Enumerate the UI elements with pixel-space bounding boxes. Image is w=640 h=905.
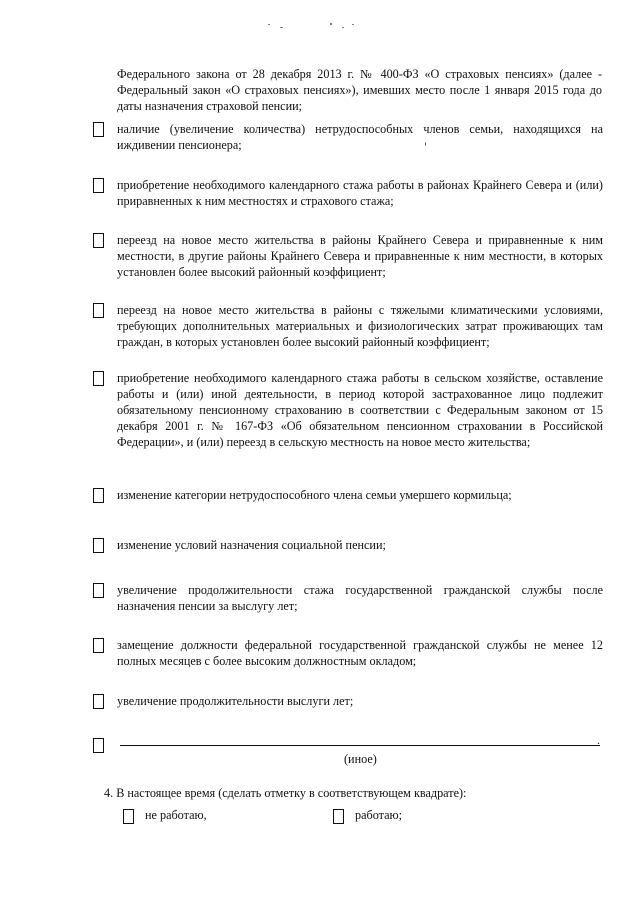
option-label: увеличение продолжительности выслуги лет;	[117, 694, 354, 708]
checkbox[interactable]	[93, 738, 104, 753]
option-label: работаю;	[355, 808, 403, 822]
checkbox[interactable]	[333, 809, 344, 824]
other-caption: (иное)	[344, 752, 377, 766]
scan-speck	[352, 24, 354, 25]
checkbox[interactable]	[93, 488, 104, 503]
option-label: приобретение необходимого календарного стажа работы в районах Крайнего Севера и (или) приравненных к ним местностях и страхового стажа;	[117, 178, 603, 208]
option-label: изменение категории нетрудоспособного члена семьи умершего кормильца;	[117, 488, 512, 502]
option-label: переезд на новое место жительства в районы Крайнего Севера и приравненные к ним местности, в другие районы Крайнего Севера и приравненные к ним местности, в которых установлен более высокий районный коэффициент;	[117, 233, 603, 279]
option-label: приобретение необходимого календарного стажа работы в сельском хозяйстве, оставление работы и (или) иной деятельности, в период которой застрахованное лицо подлежит обязательному пенсионному страхованию в соответствии с Федеральным законом от 15 декабря 2001 г. № 167-ФЗ «Об обязательном пенсионном страховании в Российской Федерации», и (или) переезд в сельскую местность на новое место жительства;	[117, 371, 603, 449]
intro-paragraph: Федерального закона от 28 декабря 2013 г. № 400-ФЗ «О страховых пенсиях» (далее - Федеральный закон «О страховых пенсиях»), имевших место после 1 января 2015 года до даты назначения страховой пенсии;	[117, 67, 602, 113]
option-label: изменение условий назначения социальной пенсии;	[117, 538, 386, 552]
checkbox[interactable]	[93, 178, 104, 193]
option-label: замещение должности федеральной государственной гражданской службы не менее 12 полных месяцев с более высоким должностным окладом;	[117, 638, 603, 668]
checkbox[interactable]	[93, 694, 104, 709]
other-fill-line[interactable]	[120, 745, 600, 746]
checkbox[interactable]	[123, 809, 134, 824]
option-label: переезд на новое место жительства в районы с тяжелыми климатическими условиями, требующих дополнительных материальных и физиологических затрат проживающих там граждан, в которых установлен более высокий районный коэффициент;	[117, 303, 603, 349]
checkbox[interactable]	[93, 122, 104, 137]
checkbox[interactable]	[93, 233, 104, 248]
scan-speck	[342, 27, 344, 28]
section4-title: 4. В настоящее время (сделать отметку в соответствующем квадрате):	[104, 786, 467, 800]
scan-speck	[330, 23, 332, 25]
option-label: наличие (увеличение количества) нетрудоспособных членов семьи, находящихся на иждивении пенсионера;	[117, 122, 603, 152]
scan-speck	[280, 27, 283, 28]
checkbox[interactable]	[93, 371, 104, 386]
option-label: увеличение продолжительности стажа государственной гражданской службы после назначения пенсии за выслугу лет;	[117, 583, 603, 613]
checkbox[interactable]	[93, 583, 104, 598]
option-label: не работаю,	[145, 808, 207, 822]
other-end-mark: .	[597, 733, 600, 747]
checkbox[interactable]	[93, 538, 104, 553]
checkbox[interactable]	[93, 303, 104, 318]
checkbox[interactable]	[93, 638, 104, 653]
scan-speck	[268, 24, 270, 25]
